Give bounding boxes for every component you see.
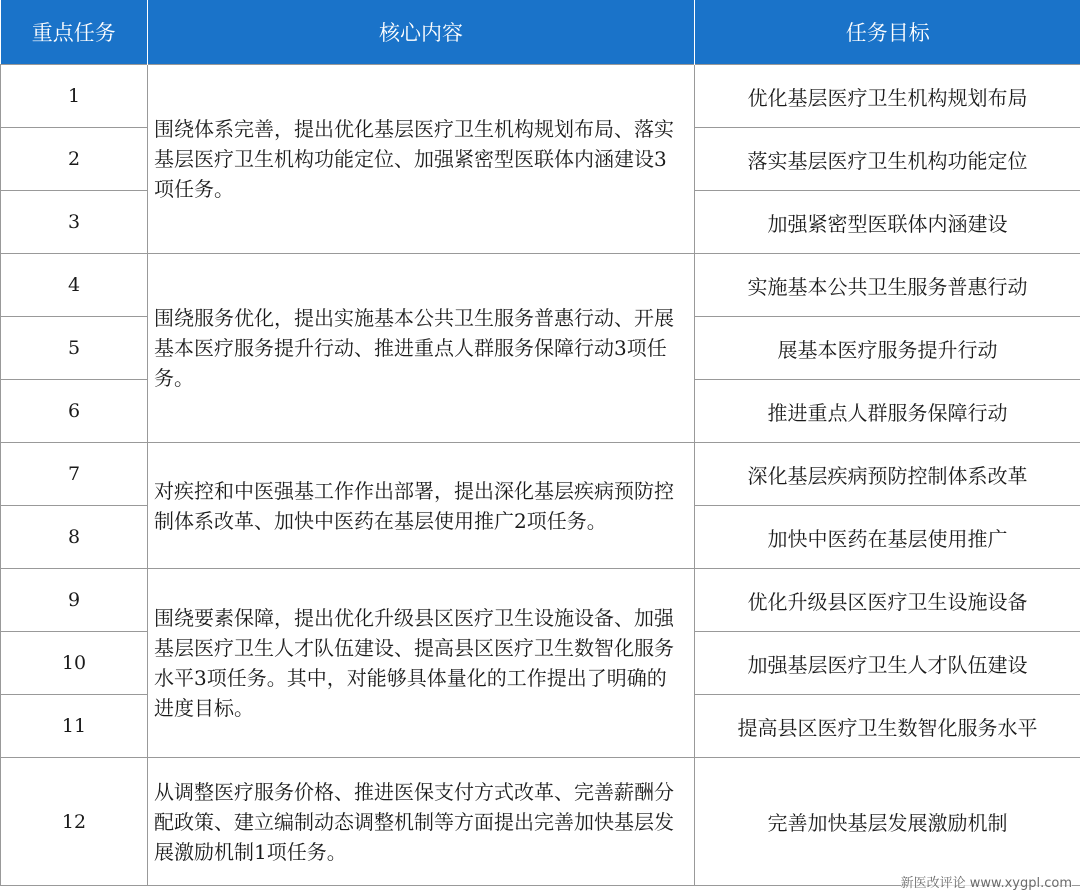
- task-number: 12: [1, 758, 148, 886]
- task-goal: 加强基层医疗卫生人才队伍建设: [695, 632, 1080, 695]
- table-row: [1, 65, 1080, 128]
- task-number: 11: [1, 695, 148, 758]
- task-goal: 落实基层医疗卫生机构功能定位: [695, 128, 1080, 191]
- task-goal: 完善加快基层发展激励机制: [695, 758, 1080, 886]
- task-number: 10: [1, 632, 148, 695]
- task-number: 2: [1, 128, 148, 191]
- core-content-cell: 围绕要素保障，提出优化升级县区医疗卫生设施设备、加强基层医疗卫生人才队伍建设、提高县区医疗卫生数智化服务水平3项任务。其中，对能够具体量化的工作提出了明确的进度目标。: [148, 569, 695, 758]
- header-task-goal: 任务目标: [695, 0, 1080, 65]
- table-row: [1, 758, 1080, 886]
- core-content-cell: 围绕体系完善，提出优化基层医疗卫生机构规划布局、落实基层医疗卫生机构功能定位、加强紧密型医联体内涵建设3项任务。: [148, 65, 695, 254]
- task-number: 8: [1, 506, 148, 569]
- task-goal: 实施基本公共卫生服务普惠行动: [695, 254, 1080, 317]
- task-number: 1: [1, 65, 148, 128]
- watermark: 新医改评论 www.xygpl.com: [901, 872, 1072, 891]
- task-goal: 优化基层医疗卫生机构规划布局: [695, 65, 1080, 128]
- task-goal: 提高县区医疗卫生数智化服务水平: [695, 695, 1080, 758]
- header-core-content: 核心内容: [148, 0, 695, 65]
- task-goal: 展基本医疗服务提升行动: [695, 317, 1080, 380]
- header-key-task: 重点任务: [1, 0, 148, 65]
- task-goal: 推进重点人群服务保障行动: [695, 380, 1080, 443]
- core-content-cell: 对疾控和中医强基工作作出部署，提出深化基层疾病预防控制体系改革、加快中医药在基层使用推广2项任务。: [148, 443, 695, 569]
- task-number: 3: [1, 191, 148, 254]
- core-content-cell: 围绕服务优化，提出实施基本公共卫生服务普惠行动、开展基本医疗服务提升行动、推进重点人群服务保障行动3项任务。: [148, 254, 695, 443]
- table-row: [1, 443, 1080, 506]
- table-header-row: [1, 0, 1080, 65]
- task-number: 5: [1, 317, 148, 380]
- table-row: [1, 254, 1080, 317]
- task-goal: 加强紧密型医联体内涵建设: [695, 191, 1080, 254]
- task-number: 9: [1, 569, 148, 632]
- task-goal: 深化基层疾病预防控制体系改革: [695, 443, 1080, 506]
- task-goal: 优化升级县区医疗卫生设施设备: [695, 569, 1080, 632]
- task-number: 7: [1, 443, 148, 506]
- core-content-cell: 从调整医疗服务价格、推进医保支付方式改革、完善薪酬分配政策、建立编制动态调整机制等方面提出完善加快基层发展激励机制1项任务。: [148, 758, 695, 886]
- table-row: [1, 569, 1080, 632]
- task-number: 6: [1, 380, 148, 443]
- task-number: 4: [1, 254, 148, 317]
- task-goal: 加快中医药在基层使用推广: [695, 506, 1080, 569]
